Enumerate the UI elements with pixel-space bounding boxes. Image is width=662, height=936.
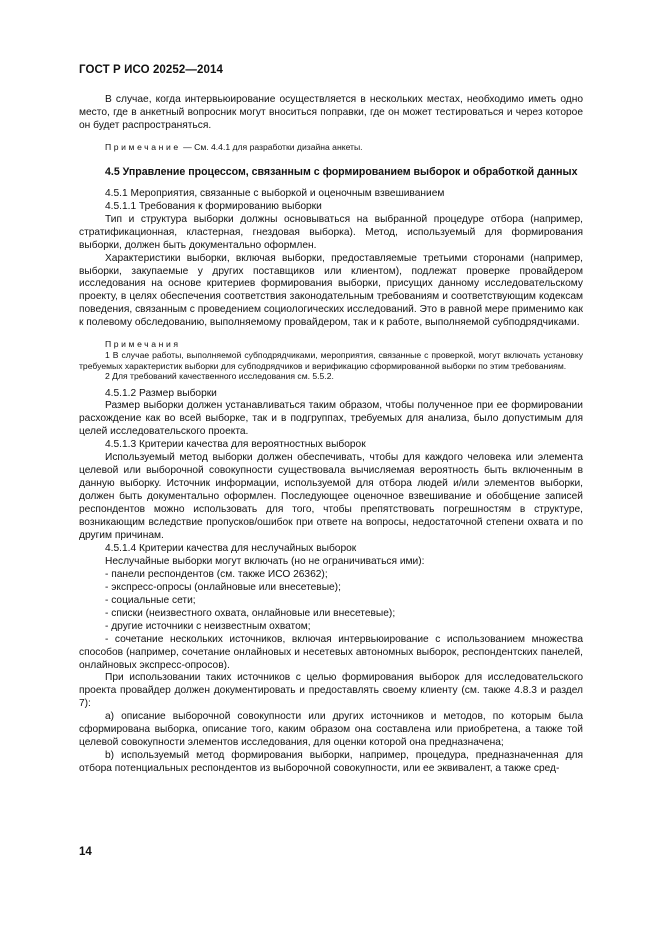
note-label: Примечание <box>105 141 181 152</box>
note-2: 2 Для требований качественного исследования см. 5.5.2. <box>105 371 334 382</box>
paragraph-item-b: b) используемый метод формирования выборки, например, процедура, предназначенная для отбора потенциальных респондентов из выборочной совокупности, или ее эквивалент, а также сред- <box>79 750 583 775</box>
heading-4-5-1-3: 4.5.1.3 Критерии качества для вероятностных выборок <box>105 439 366 451</box>
note-inline <box>79 142 583 153</box>
note-text: — См. 4.4.1 для разработки дизайна анкеты. <box>180 141 363 152</box>
list-item: - экспресс-опросы (онлайновые или внесетевые); <box>105 581 341 593</box>
list-item: - панели респондентов (см. также ИСО 26362); <box>105 568 328 580</box>
heading-4-5-1: 4.5.1 Мероприятия, связанные с выборкой и оценочным взвешиванием <box>105 187 445 199</box>
paragraph-intro: В случае, когда интервьюирование осуществляется в нескольких местах, необходимо иметь одно место, где в анкетный вопросник могут вноситься поправки, где он может тестироваться и через которое он будет распространяться. <box>79 94 583 131</box>
paragraph-probability-samples: Используемый метод выборки должен обеспечивать, чтобы для каждого человека или элемента целевой или выборочной совокупности существовала вычисляемая вероятность быть включенным в данную выборку. Источник информации, используемой для отбора людей и/или элементов выборки, должен быть документально оформлен. Последующее оценочное взвешивание и обобщение записей респондентов можно использовать для того, чтобы препятствовать погрешностям в структуре, возникающим вследствие пропусков/ошибок при ответе на вопросы, недостаточной степени охвата и по другим причинам. <box>79 452 583 541</box>
paragraph-sample-characteristics: Характеристики выборки, включая выборки, предоставляемые третьими сторонами (например, выборки, закупаемые у других поставщиков или клиентом), подлежат проверке провайдером исследования на основе критериев формирования выборки, присущих данному исследовательскому проекту, в целях обеспечения соответствия законодательным требованиям и соответствующим кодексам поведения, связанным с проведением социологических исследований. Это в равной мере применимо как к полевому обследованию, выполняемому провайдером, так и к работе, выполняемой субподрядчиками. <box>79 252 583 329</box>
document-header: ГОСТ Р ИСО 20252—2014 <box>79 64 224 76</box>
heading-4-5-1-4: 4.5.1.4 Критерии качества для неслучайных выборок <box>105 542 357 554</box>
paragraph-item-a: a) описание выборочной совокупности или других источников и методов, по которым была сформирована выборка, описание того, каким образом она составлена или приобретена, а также той целевой совокупности элементов исследования, для оценки которой она предназначена; <box>79 711 583 749</box>
list-item: - другие источники с неизвестным охватом; <box>105 620 311 632</box>
nonprob-list <box>79 569 583 673</box>
heading-4-5-1-1: 4.5.1.1 Требования к формированию выборки <box>105 200 322 212</box>
paragraph-sources: При использовании таких источников с целью формирования выборок для исследовательского проекта провайдер должен документировать и предоставлять своему клиенту (см. также 4.8.3 и раздел 7): <box>79 672 583 710</box>
document-body <box>79 94 583 776</box>
list-item: - списки (неизвестного охвата, онлайновые или внесетевые); <box>105 607 396 619</box>
list-item: - социальные сети; <box>105 594 196 606</box>
section-title-4-5: 4.5 Управление процессом, связанным с формированием выборок и обработкой данных <box>105 165 578 178</box>
paragraph-nonprob-intro: Неслучайные выборки могут включать (но не ограничиваться ими): <box>105 555 425 567</box>
note-1: 1 В случае работы, выполняемой субподрядчиками, мероприятия, связанные с проверкой, могут включать установку требуемых характеристик выборки для субподрядчиков и верификацию сформированной выборки по этим требованиям. <box>79 350 583 371</box>
paragraph-sample-size: Размер выборки должен устанавливаться таким образом, чтобы полученное при ее формировании расхождение как во всей выборке, так и в подгруппах, требуемых для анализа, было допустимым для целей исследовательского проекта. <box>79 400 583 438</box>
paragraph-sample-type: Тип и структура выборки должны основываться на выбранной процедуре отбора (например, стратификационная, кластерная, гнездовая выборка). Метод, используемый для формирования выборки, должен быть документально оформлен. <box>79 213 583 251</box>
list-item: - сочетание нескольких источников, включая интервьюирование с использованием множества способов (например, сочетание онлайновых и несетевых автономных выборок, респондентских панелей, онлайновых экспресс-опросов). <box>79 633 583 671</box>
page-number: 14 <box>79 846 92 858</box>
heading-4-5-1-2: 4.5.1.2 Размер выборки <box>105 387 217 399</box>
notes-label: Примечания <box>105 339 181 350</box>
